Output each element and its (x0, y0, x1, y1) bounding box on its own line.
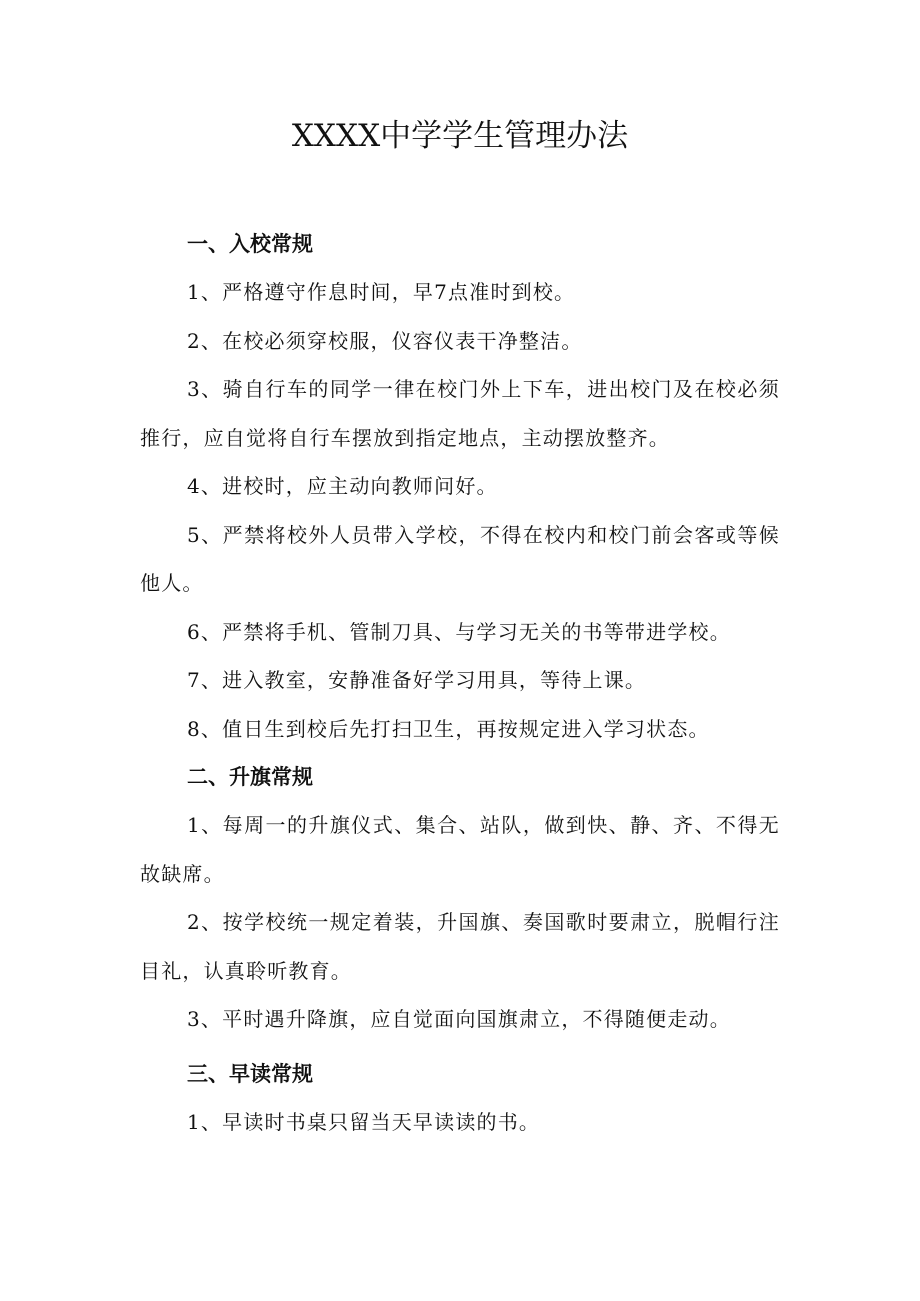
rule-item: 3、平时遇升降旗，应自觉面向国旗肃立，不得随便走动。 (187, 1007, 731, 1031)
document-body (140, 220, 780, 1146)
section-heading-flag: 二、升旗常规 (187, 765, 313, 789)
rule-item: 1、每周一的升旗仪式、集合、站队，做到快、静、齐、不得无故缺席。 (140, 813, 780, 886)
section-heading-entry: 一、入校常规 (187, 232, 313, 256)
rule-item: 1、严格遵守作息时间，早7点准时到校。 (187, 280, 576, 304)
section-heading-morning-reading: 三、早读常规 (187, 1061, 313, 1086)
rule-item: 4、进校时，应主动向教师问好。 (187, 474, 498, 498)
rule-item: 8、值日生到校后先打扫卫生，再按规定进入学习状态。 (187, 716, 710, 741)
rule-item: 5、严禁将校外人员带入学校，不得在校内和校门前会客或等候他人。 (140, 522, 780, 595)
rule-item: 7、进入教室，安静准备好学习用具，等待上课。 (187, 668, 647, 692)
rule-item: 2、在校必须穿校服，仪容仪表干净整洁。 (187, 328, 583, 353)
rule-item: 2、按学校统一规定着装，升国旗、奏国歌时要肃立，脱帽行注目礼，认真聆听教育。 (140, 910, 780, 983)
rule-item: 1、早读时书桌只留当天早读读的书。 (187, 1109, 541, 1134)
rule-item: 3、骑自行车的同学一律在校门外上下车，进出校门及在校必须推行，应自觉将自行车摆放到指定地点，主动摆放整齐。 (140, 377, 780, 450)
rule-item: 6、严禁将手机、管制刀具、与学习无关的书等带进学校。 (187, 619, 731, 644)
document-title: XXXX中学学生管理办法 (291, 118, 629, 154)
